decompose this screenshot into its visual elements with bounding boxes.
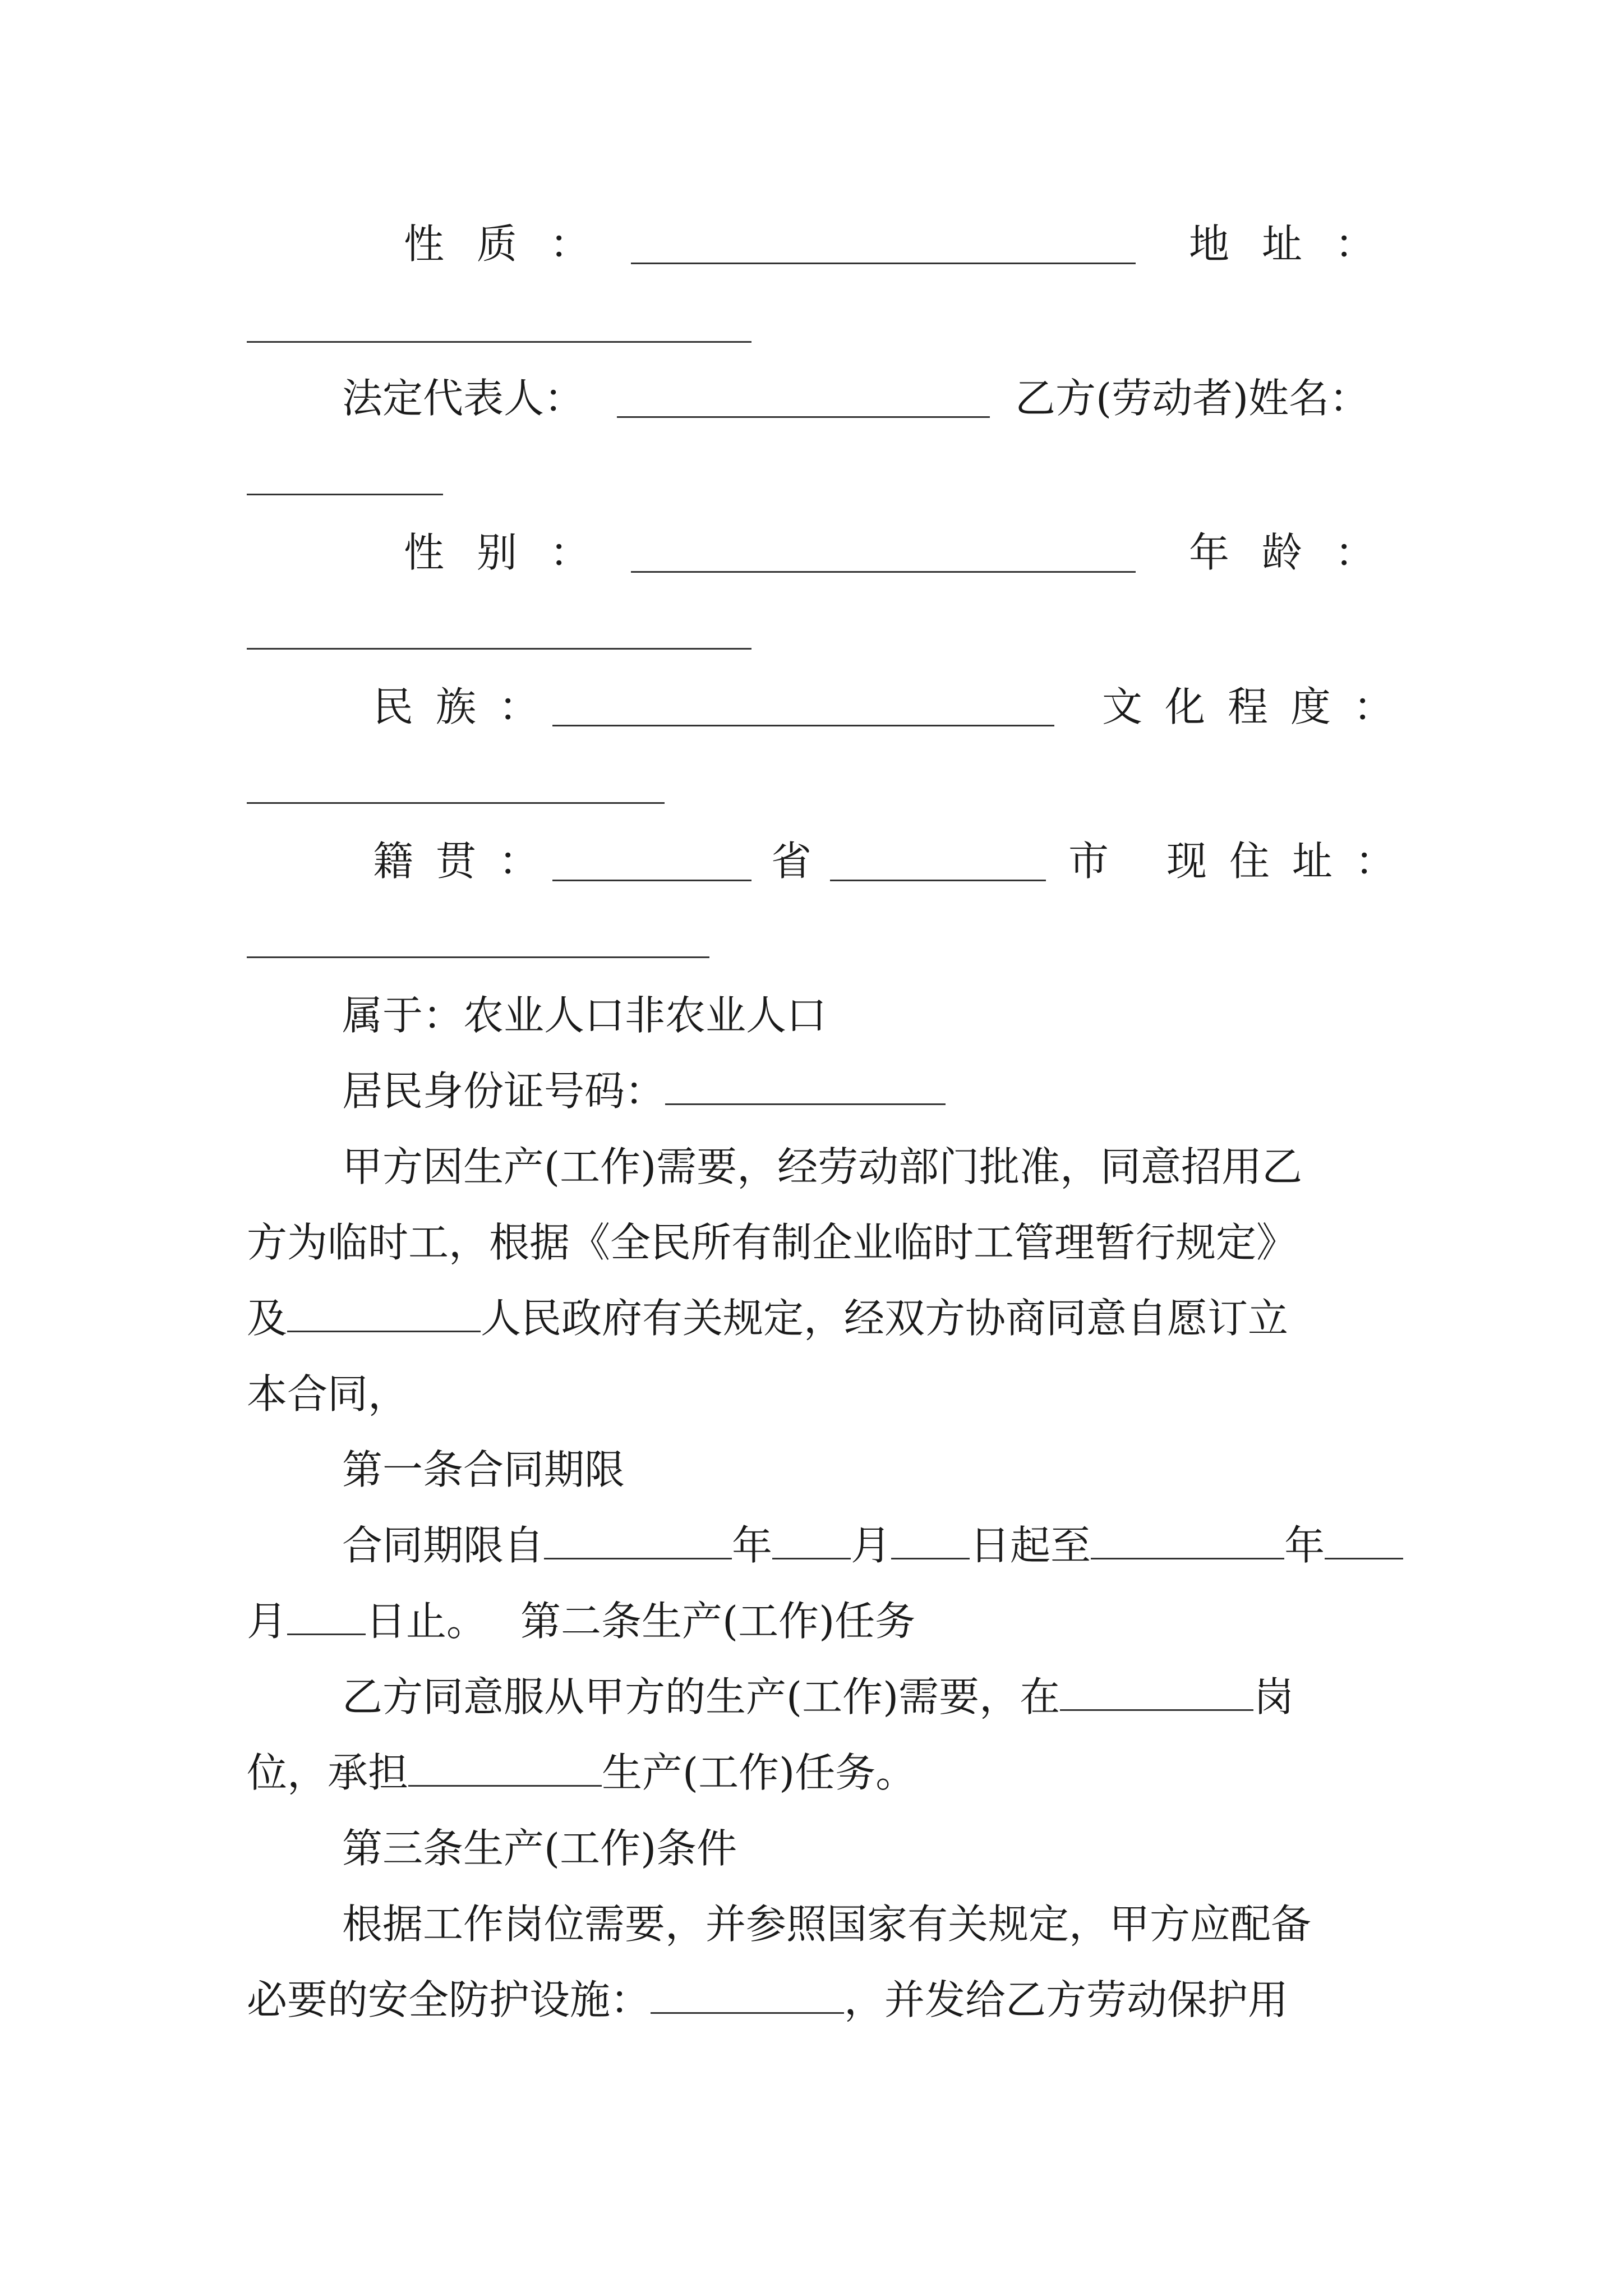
condition-line-2: 必要的安全防护设施： ，并发给乙方劳动保护用 [247,1976,1289,2023]
start-month-field[interactable] [772,1525,851,1559]
id-number-label: 居民身份证号码： [342,1068,666,1115]
province-field[interactable] [552,880,751,881]
party-b-name-label: 乙方(劳动者)姓名： [1015,375,1370,422]
article-1-title: 第一条合同期限 [342,1446,625,1493]
party-b-name-field[interactable] [247,494,443,495]
intro-line-2: 方为临时工，根据《全民所有制企业临时工管理暂行规定》 [247,1219,1297,1266]
end-day-field[interactable] [287,1601,366,1635]
ethnicity-field[interactable] [552,725,1054,726]
province-label: 省 [771,838,812,885]
intro-line-4: 本合同， [247,1370,409,1418]
government-field[interactable] [287,1298,481,1332]
nature-label: 性质： [404,220,623,268]
residence-field[interactable] [247,956,709,958]
education-label: 文化程度： [1102,683,1417,730]
native-place-label: 籍贯： [373,838,562,885]
article-3-title: 第三条生产(工作)条件 [342,1825,737,1872]
ethnicity-label: 民族： [373,683,562,730]
task-line-2: 位，承担 生产(工作)任务。 [247,1749,916,1796]
end-month-field[interactable] [1325,1525,1403,1559]
gender-label: 性别： [404,529,623,576]
education-field[interactable] [247,802,665,804]
start-year-field[interactable] [544,1525,732,1559]
id-number-line [342,1066,946,1116]
term-line-1: 合同期限自 年 月 日起至 年 [342,1520,1403,1571]
address-field[interactable] [247,341,751,343]
gender-field[interactable] [631,571,1136,573]
term-line-2: 月 日止。 第二条生产(工作)任务 [247,1598,916,1645]
end-year-field[interactable] [1091,1525,1284,1559]
legal-rep-field[interactable] [617,416,990,418]
city-field[interactable] [830,880,1046,881]
age-label: 年龄： [1189,529,1408,576]
task-field[interactable] [408,1752,602,1787]
article-2-title: 第二条生产(工作)任务 [520,1598,916,1645]
age-field[interactable] [247,648,751,650]
intro-line-1: 甲方因生产(工作)需要，经劳动部门批准，同意招用乙 [342,1143,1303,1190]
hukou-line: 属于：农业人口非农业人口 [342,992,827,1039]
post-field[interactable] [1060,1677,1253,1711]
id-number-field[interactable] [665,1071,946,1105]
task-line-1: 乙方同意服从甲方的生产(工作)需要，在 岗 [342,1673,1294,1720]
city-label: 市 [1068,838,1109,885]
address-label: 地址： [1189,220,1408,268]
condition-line-1: 根据工作岗位需要，并参照国家有关规定，甲方应配备 [342,1901,1312,1948]
intro-line-3: 及 人民政府有关规定，经双方协商同意自愿订立 [247,1295,1289,1342]
nature-field[interactable] [631,263,1136,264]
start-day-field[interactable] [891,1525,970,1559]
residence-label: 现住址： [1166,838,1418,885]
safety-facilities-field[interactable] [651,1980,844,2014]
legal-rep-label: 法定代表人： [342,375,585,422]
